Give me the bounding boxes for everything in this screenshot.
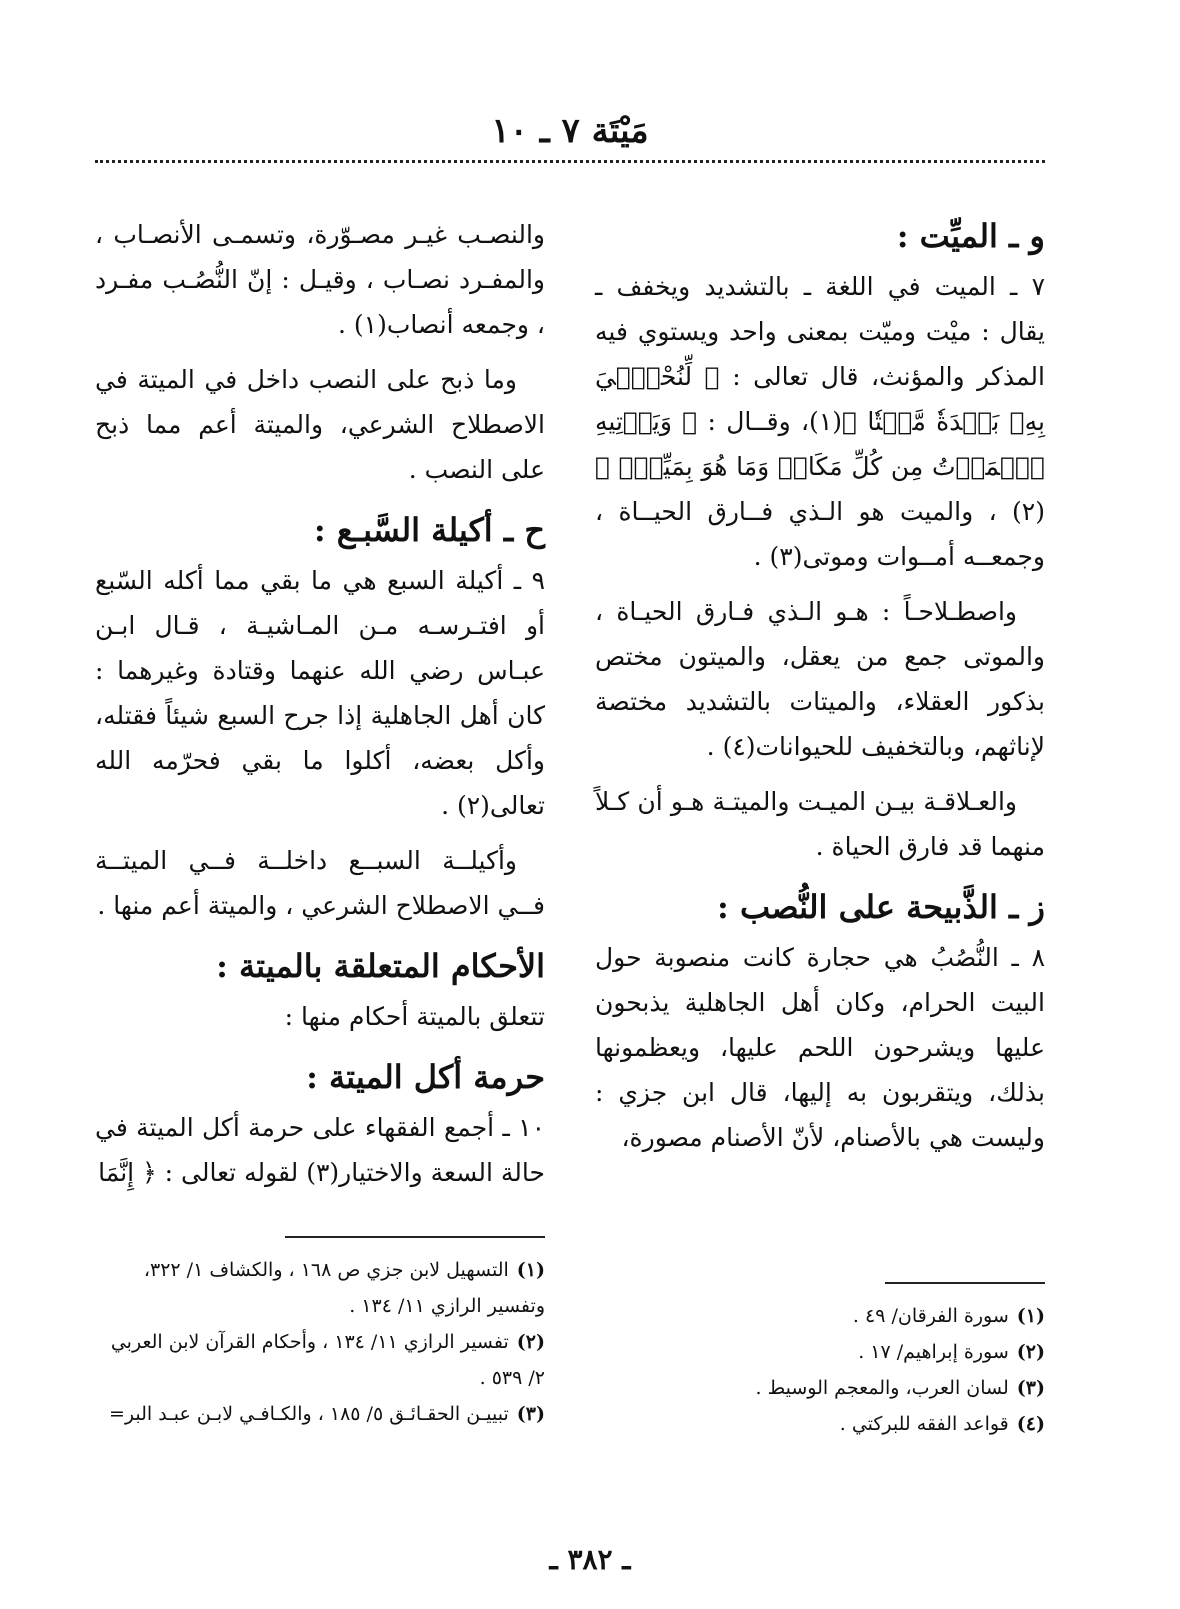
right-column: [595, 212, 1045, 1170]
section-heading-ahkam: الأحكام المتعلقة بالميتة :: [216, 947, 545, 985]
header-dotted-rule: [95, 160, 1045, 163]
footnote-rule: [285, 1236, 545, 1238]
footnote-item: (٤)قواعد الفقه للبركتي .: [839, 1413, 1045, 1435]
section-heading-hurma: حرمة أكل الميتة :: [306, 1058, 545, 1096]
section-heading-nusub: ز ـ الذَّبيحة على النُّصب :: [717, 888, 1045, 926]
paragraph-8: ٨ ـ النُّصُبُ هي حجارة كانت منصوبة حول البيت الحرام، وكان أهل الجاهلية يذبحون عليها ويشرحون اللحم عليها، ويعظمونها بذلك، ويتقربون به إليها، قال ابن جزي : وليست هي بالأصنام، لأنّ الأصنام مصورة،: [595, 943, 1045, 1152]
footnote-item: (٢)سورة إبراهيم/ ١٧ .: [858, 1341, 1045, 1363]
footnotes-right: [595, 1282, 1045, 1442]
paragraph-10: ١٠ ـ أجمع الفقهاء على حرمة أكل الميتة في حالة السعة والاختيار(٣) لقوله تعالى : ﴿ إِنَّمَا: [95, 1113, 545, 1187]
paragraph-nusub-continued: والنصـب غيـر مصـوّرة، وتسمـى الأنصـاب ، والمفـرد نصـاب ، وقيـل : إنّ النُّصُـب مفـرد ، وجمعه أنصاب(١) .: [95, 220, 545, 339]
paragraph-7: ٧ ـ الميت في اللغة ـ بالتشديد ويخفف ـ يقال : ميْت وميّت بمعنى واحد ويستوي فيه المذكر والمؤنث، قال تعالى : ﴿ لِّنُحْـِۧيَ بِهِۦ بَلۡدَةٗ مَّيۡتٗا ﴾(١)، وقــال : ﴿ وَيَأۡتِيهِ ٱلۡمَوۡتُ مِن كُلِّ مَكَانٖ وَمَا هُوَ بِمَيِّتٖۖ ﴾(٢) ، والميت هو الـذي فــارق الحيــاة ، وجمعــه أمــوات وموتى(٣) .: [595, 272, 1046, 571]
section-heading-mayyit: و ـ الميِّت :: [896, 217, 1045, 255]
paragraph-akila-mayta: وأكيلــة السبــع داخلــة فــي الميتــة فــي الاصطلاح الشرعي ، والميتة أعم منها .: [95, 846, 545, 920]
footnote-item: (٣)تبييـن الحقـائـق ٥/ ١٨٥ ، والكـافـي لابـن عبـد البر=: [109, 1403, 545, 1425]
paragraph-ahkam-intro: تتعلق بالميتة أحكام منها :: [284, 1002, 545, 1031]
section-heading-akilat-alsabu: ح ـ أكيلة السَّبـع :: [313, 511, 545, 549]
footnote-rule: [885, 1282, 1045, 1284]
page-number: ـ ٣٨٢ ـ: [549, 1543, 631, 1576]
left-column: [95, 212, 545, 1205]
page-header-title: مَيْتَة ٧ ـ ١٠: [491, 111, 649, 151]
footnotes-left: [95, 1236, 545, 1432]
footnote-item: (٢)تفسير الرازي ١١/ ١٣٤ ، وأحكام القرآن لابن العربي ٢/ ٥٣٩ .: [110, 1331, 545, 1389]
footnote-item: (١)سورة الفرقان/ ٤٩ .: [852, 1305, 1045, 1327]
footnote-item: (١)التسهيل لابن جزي ص ١٦٨ ، والكشاف ١/ ٣٢٢، وتفسير الرازي ١١/ ١٣٤ .: [143, 1259, 545, 1317]
footnote-item: (٣)لسان العرب، والمعجم الوسيط .: [755, 1377, 1045, 1399]
paragraph-alaqa: والعـلاقـة بيـن الميـت والميتـة هـو أن كـلاً منهما قد فارق الحياة .: [595, 787, 1045, 861]
paragraph-istilah: واصطـلاحـاً : هـو الـذي فـارق الحيـاة ، والموتى جمع من يعقل، والميتون مختص بذكور العقلاء، والميتات بالتشديد مختصة لإناثهم، وبالتخفيف للحيوانات(٤) .: [595, 597, 1045, 761]
paragraph-9: ٩ ـ أكيلة السبع هي ما بقي مما أكله السّبع أو افتـرسـه مـن المـاشيـة ، قـال ابـن عبـاس رضي الله عنهما وقتادة وغيرهما : كان أهل الجاهلية إذا جرح السبع شيئاً فقتله، وأكل بعضه، أكلوا ما بقي فحرّمه الله تعالى(٢) .: [95, 566, 545, 820]
paragraph-nusub-mayta: وما ذبح على النصب داخل في الميتة في الاصطلاح الشرعي، والميتة أعم مما ذبح على النصب .: [95, 365, 545, 484]
